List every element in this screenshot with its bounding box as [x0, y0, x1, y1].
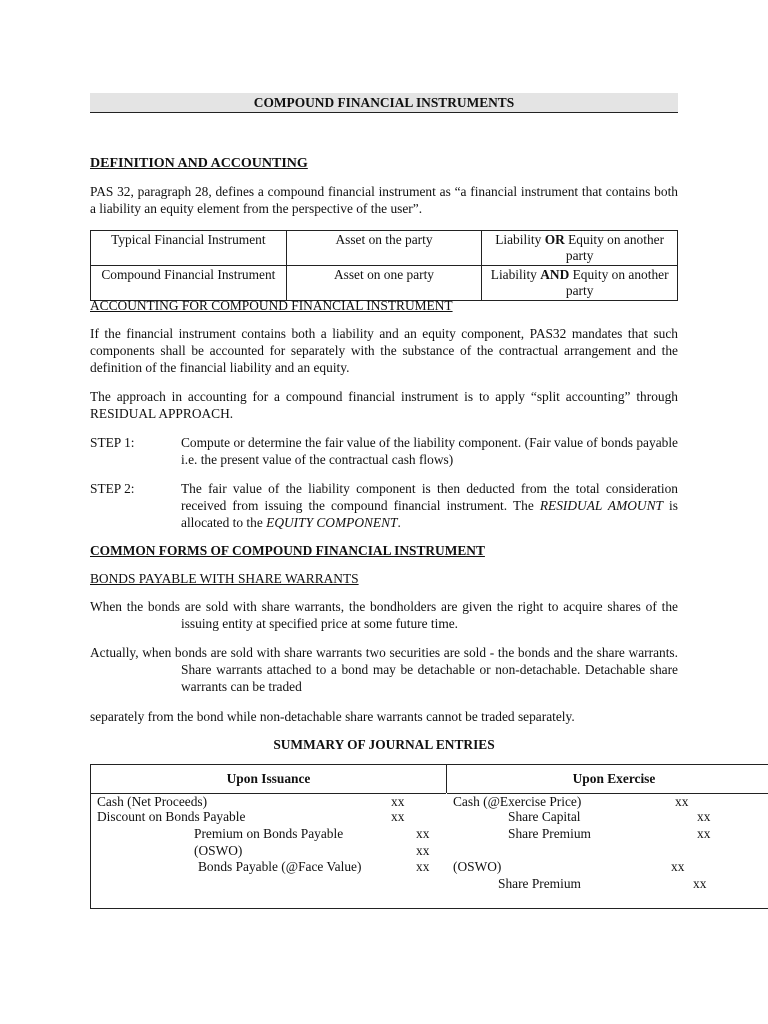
step-1-label: STEP 1: [90, 435, 135, 450]
instrument-type-cell: Compound Financial Instrument [91, 266, 287, 301]
issuance-credit-amount: xx [416, 826, 430, 841]
issuance-debit-amount: xx [391, 794, 405, 809]
issuance-debit-account: Cash (Net Proceeds) [97, 794, 208, 809]
issuance-credit-amount: xx [416, 843, 430, 858]
step-2-text [181, 480, 678, 531]
issuance-credit-account: (OSWO) [194, 843, 243, 858]
step-1-text: Compute or determine the fair value of the liability component. (Fair value of bonds payable i.e. the present value of the contractual cash flows) [181, 435, 678, 467]
bonds-warrants-paragraph-2: Actually, when bonds are sold with share warrants two securities are sold - the bonds and the share warrants. Share warrants attached to a bond may be detachable or non-detachable. Detachable share warrants can be traded [90, 645, 678, 694]
keyword-and: AND [540, 267, 570, 282]
journal-summary-title: SUMMARY OF JOURNAL ENTRIES [273, 737, 495, 752]
issuance-debit-amount: xx [391, 809, 405, 824]
exercise-debit-amount: xx [671, 859, 685, 874]
bonds-warrants-paragraph-1: When the bonds are sold with share warrants, the bondholders are given the right to acquire shares of the issuing entity at specified price at some future time. [90, 599, 678, 631]
table-row [91, 231, 678, 266]
accounting-heading: ACCOUNTING FOR COMPOUND FINANCIAL INSTRUMENT [90, 298, 453, 313]
accounting-paragraph-1: If the financial instrument contains both a liability and an equity component, PAS32 mandates that such components shall be accounted for separately with the substance of the contractual arrangement and the definition of the financial liability and an equity. [90, 326, 678, 375]
exercise-credit-amount: xx [697, 809, 711, 824]
issuance-credit-amount: xx [416, 859, 430, 874]
exercise-credit-account: Share Capital [508, 809, 581, 824]
exercise-debit-account: (OSWO) [453, 859, 502, 874]
table-row [91, 266, 678, 301]
issuance-credit-account: Bonds Payable (@Face Value) [198, 859, 362, 874]
accounting-paragraph-2: The approach in accounting for a compound financial instrument is to apply “split accounting” through RESIDUAL APPROACH. [90, 389, 678, 421]
document-title: COMPOUND FINANCIAL INSTRUMENTS [90, 93, 678, 113]
journal-entries-box [90, 764, 768, 909]
common-forms-heading: COMMON FORMS OF COMPOUND FINANCIAL INSTRUMENT [90, 543, 485, 558]
liability-equity-cell [482, 266, 678, 301]
asset-cell: Asset on one party [286, 266, 482, 301]
upon-issuance-header: Upon Issuance [91, 765, 446, 794]
definition-heading: DEFINITION AND ACCOUNTING [90, 156, 308, 171]
exercise-debit-amount: xx [675, 794, 689, 809]
liability-text: Liability [495, 232, 545, 247]
step-2-label: STEP 2: [90, 481, 135, 496]
liability-text: Liability [490, 267, 541, 282]
issuance-debit-account: Discount on Bonds Payable [97, 809, 246, 824]
exercise-debit-account: Cash (@Exercise Price) [453, 794, 582, 809]
equity-component-emphasis: EQUITY COMPONENT [266, 515, 398, 530]
equity-text: Equity on another party [564, 232, 665, 263]
definition-paragraph: PAS 32, paragraph 28, defines a compound financial instrument as “a financial instrument that contains both a liability an equity element from the perspective of the user”. [90, 184, 678, 216]
exercise-credit-amount: xx [693, 876, 707, 891]
exercise-credit-account: Share Premium [498, 876, 581, 891]
asset-cell: Asset on the party [286, 231, 482, 266]
step-2-text-part: . [397, 515, 401, 530]
step-2-text-part: The fair value of the liability component is then deducted from the total consideration received from issuing the compound financial instrument. The [181, 481, 678, 513]
keyword-or: OR [544, 232, 565, 247]
residual-amount-emphasis: RESIDUAL AMOUNT [539, 498, 663, 513]
step-2-text-part: is allocated to the [181, 498, 678, 530]
bonds-warrants-paragraph-3: separately from the bond while non-detachable share warrants cannot be traded separately. [90, 709, 575, 724]
bonds-warrants-subheading: BONDS PAYABLE WITH SHARE WARRANTS [90, 571, 359, 586]
exercise-credit-amount: xx [697, 826, 711, 841]
issuance-credit-account: Premium on Bonds Payable [194, 826, 344, 841]
upon-exercise-header: Upon Exercise [447, 765, 768, 794]
instrument-type-cell: Typical Financial Instrument [91, 231, 287, 266]
equity-text: Equity on another party [565, 267, 669, 298]
exercise-credit-account: Share Premium [508, 826, 591, 841]
comparison-table [90, 230, 678, 301]
liability-equity-cell [482, 231, 678, 266]
